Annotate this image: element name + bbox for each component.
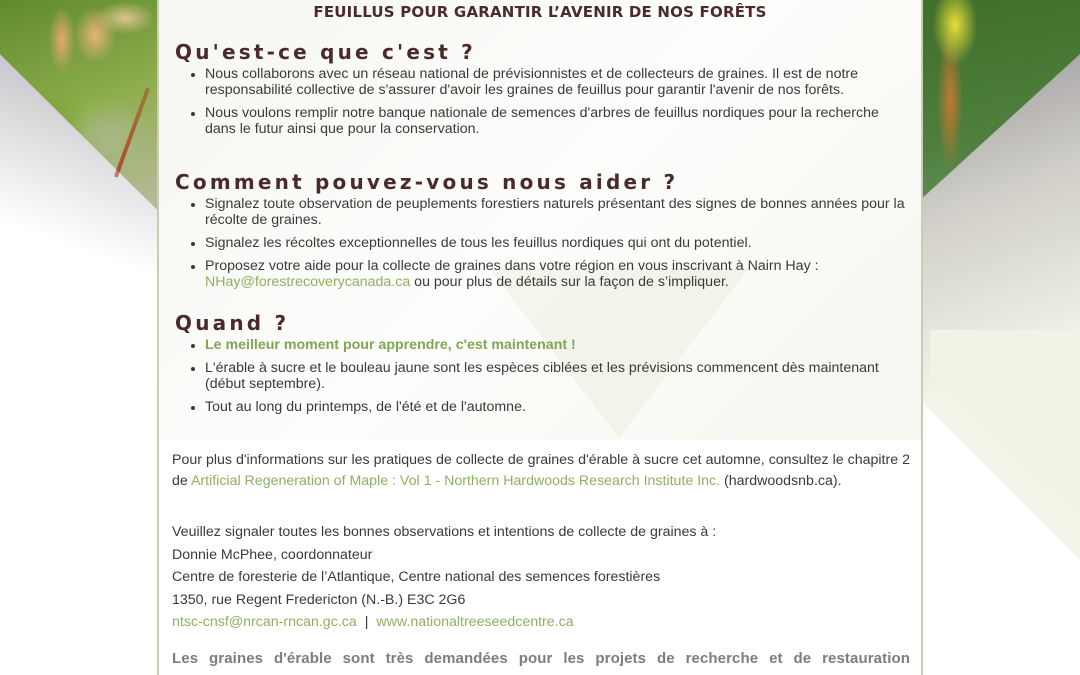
highlighted-list-item: Le meilleur moment pour apprendre, c'est maintenant !: [205, 337, 905, 353]
section-heading: Comment pouvez-vous nous aider ?: [175, 170, 679, 194]
email-link-nairn-hay[interactable]: NHay@forestrecoverycanada.ca: [205, 274, 411, 290]
list-item: Nous voulons remplir notre banque nationale de semences d'arbres de feuillus nordiques pour la recherche dans le futur ainsi que pour la conservation.: [205, 105, 905, 137]
bullet-list: [175, 196, 905, 290]
section-heading: Quand ?: [175, 311, 290, 335]
list-item-text: Proposez votre aide pour la collecte de graines dans votre région en vous inscrivant à Nairn Hay :: [205, 258, 819, 274]
maple-regeneration-link[interactable]: Artificial Regeneration of Maple : Vol 1 - Northern Hardwoods Research Institute Inc.: [190, 473, 721, 489]
right-flower-photo: [920, 0, 1080, 675]
list-item: [205, 258, 905, 290]
banner-title: FEUILLUS POUR GARANTIR L’AVENIR DE NOS FORÊTS: [313, 3, 767, 21]
contact-name: Donnie McPhee, coordonnateur: [172, 546, 373, 563]
list-item-text: ou pour plus de détails sur la façon de s’impliquer.: [410, 274, 729, 290]
list-item: Signalez les récoltes exceptionnelles de tous les feuillus nordiques qui ont du potentiel.: [205, 235, 905, 251]
contact-organization: Centre de foresterie de l’Atlantique, Centre national des semences forestières: [172, 569, 661, 585]
contact-address: 1350, rue Regent Fredericton (N.-B.) E3C 2G6: [172, 591, 466, 608]
section-what-is-it: [175, 40, 905, 144]
section-how-to-help: [175, 170, 905, 297]
list-item: Tout au long du printemps, de l'été et de l'automne.: [205, 399, 905, 415]
website-link[interactable]: www.nationaltreeseedcentre.ca: [376, 614, 574, 630]
left-maple-photo: [0, 0, 158, 675]
link-separator: |: [364, 614, 369, 630]
list-item: L'érable à sucre et le bouleau jaune sont les espèces ciblées et les prévisions commencent dès maintenant (début septembre).: [205, 360, 905, 392]
contact-links: [172, 611, 910, 634]
bullet-list: [175, 66, 905, 137]
contact-block: [172, 521, 910, 634]
info-paragraph: [172, 450, 910, 492]
section-heading: Qu'est-ce que c'est ?: [175, 40, 476, 64]
section-when: [175, 311, 905, 422]
content-card: [157, 0, 923, 675]
contact-intro: Veuillez signaler toutes les bonnes observations et intentions de collecte de graines à :: [172, 524, 717, 540]
list-item: Signalez toute observation de peuplements forestiers naturels présentant des signes de bonnes années pour la récolte de graines.: [205, 196, 905, 228]
contact-email-link[interactable]: ntsc-cnsf@nrcan-rncan.gc.ca: [172, 614, 357, 630]
info-text: (hardwoodsnb.ca).: [720, 473, 842, 489]
list-item: Nous collaborons avec un réseau national de prévisionnistes et de collecteurs de graines. Il est de notre responsabilité collective de s'assurer d'avoir les graines de feuillus pour garantir l'avenir de nos forêts.: [205, 66, 905, 98]
closing-statement: Les graines d'érable sont très demandées pour les projets de recherche et de restauration: [172, 650, 910, 667]
info-text: Pour plus d'informations sur les pratiques de collecte de graines d'érable à sucre cet automne, consultez le chapitre 2 de: [172, 452, 910, 489]
bullet-list: [175, 337, 905, 415]
